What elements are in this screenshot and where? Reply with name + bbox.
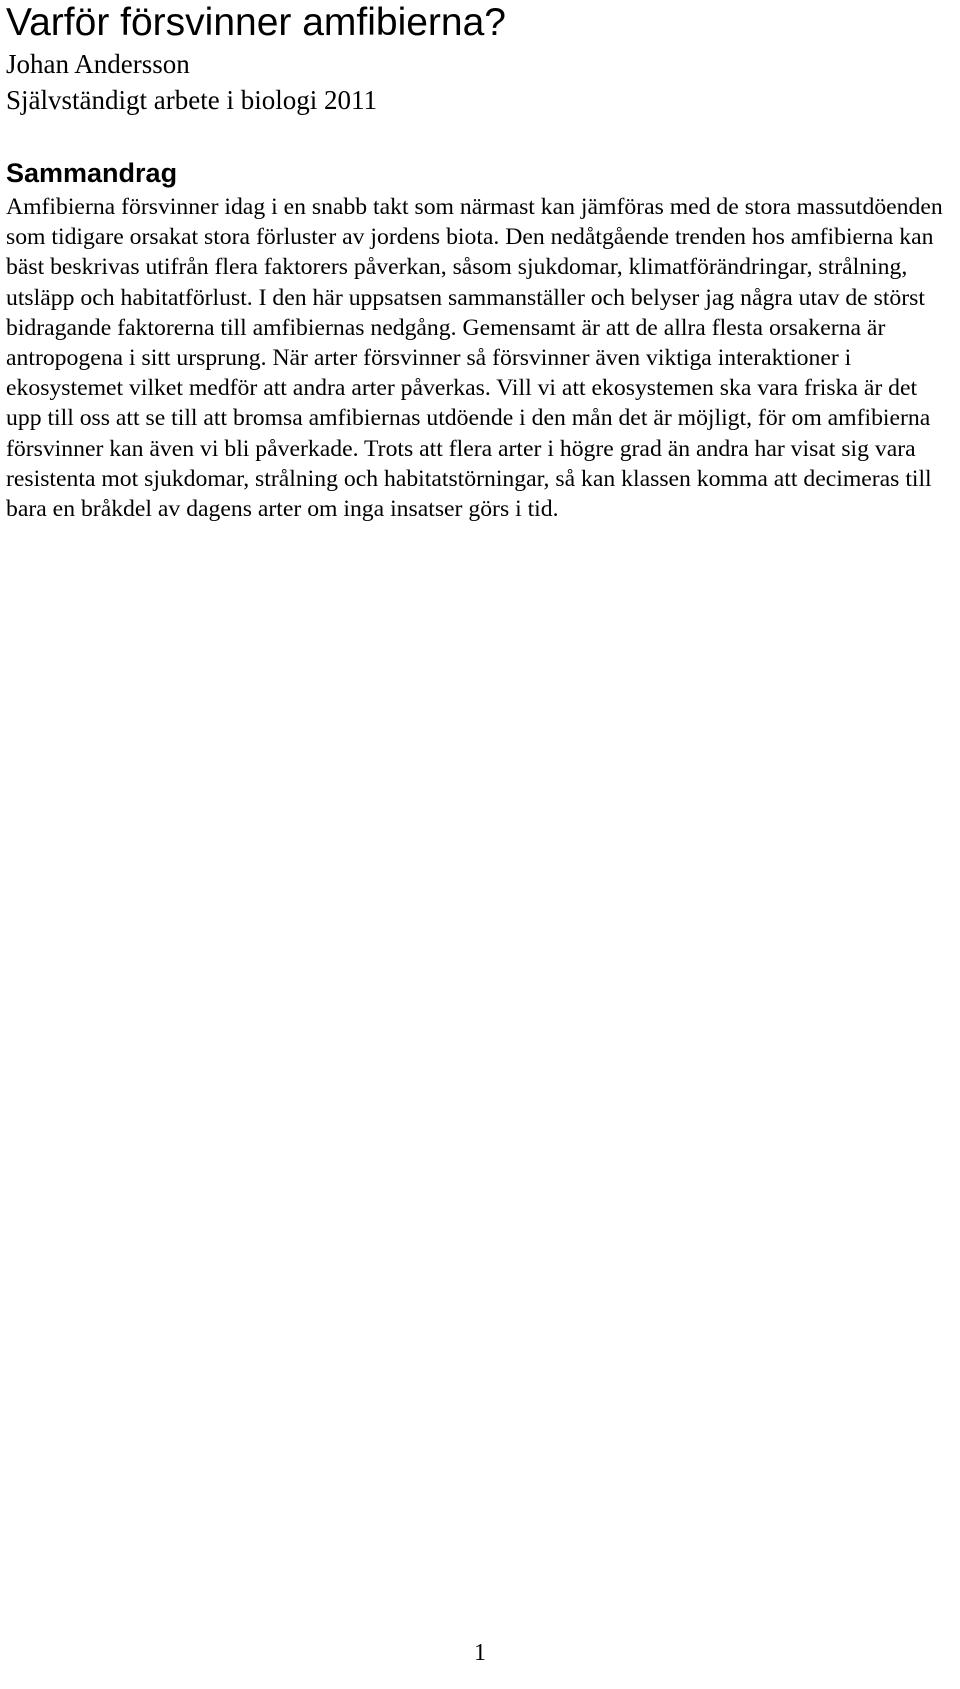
section-heading-abstract: Sammandrag xyxy=(6,158,178,188)
abstract-paragraph: Amfibierna försvinner idag i en snabb takt som närmast kan jämföras med de stora massutdöenden som tidigare orsakat stora förluster av jordens biota. Den nedåtgående trenden hos amfibierna kan bäst beskrivas utifrån flera faktorers påverkan, såsom sjukdomar, klimatförändringar, strålning, utsläpp och habitatförlust. I den här uppsatsen sammanställer och belyser jag några utav de störst bidragande faktorerna till amfibiernas nedgång. Gemensamt är att de allra flesta orsakerna är antropogena i sitt ursprung. När arter försvinner så försvinner även viktiga interaktioner i ekosystemet vilket medför att andra arter påverkas. Vill vi att ekosystemen ska vara friska är det upp till oss att se till att bromsa amfibiernas utdöende i den mån det är möjligt, för om amfibierna försvinner kan även vi bli påverkade. Trots att flera arter i högre grad än andra har visat sig vara resistenta mot sjukdomar, strålning och habitatstörningar, så kan klassen komma att decimeras till bara en bråkdel av dagens arter om inga insatser görs i tid. xyxy=(6,194,943,523)
page-number: 1 xyxy=(474,1640,486,1666)
author-name: Johan Andersson xyxy=(6,49,190,79)
course-info: Självständigt arbete i biologi 2011 xyxy=(6,85,377,115)
document-title: Varför försvinner amfibierna? xyxy=(6,1,506,44)
